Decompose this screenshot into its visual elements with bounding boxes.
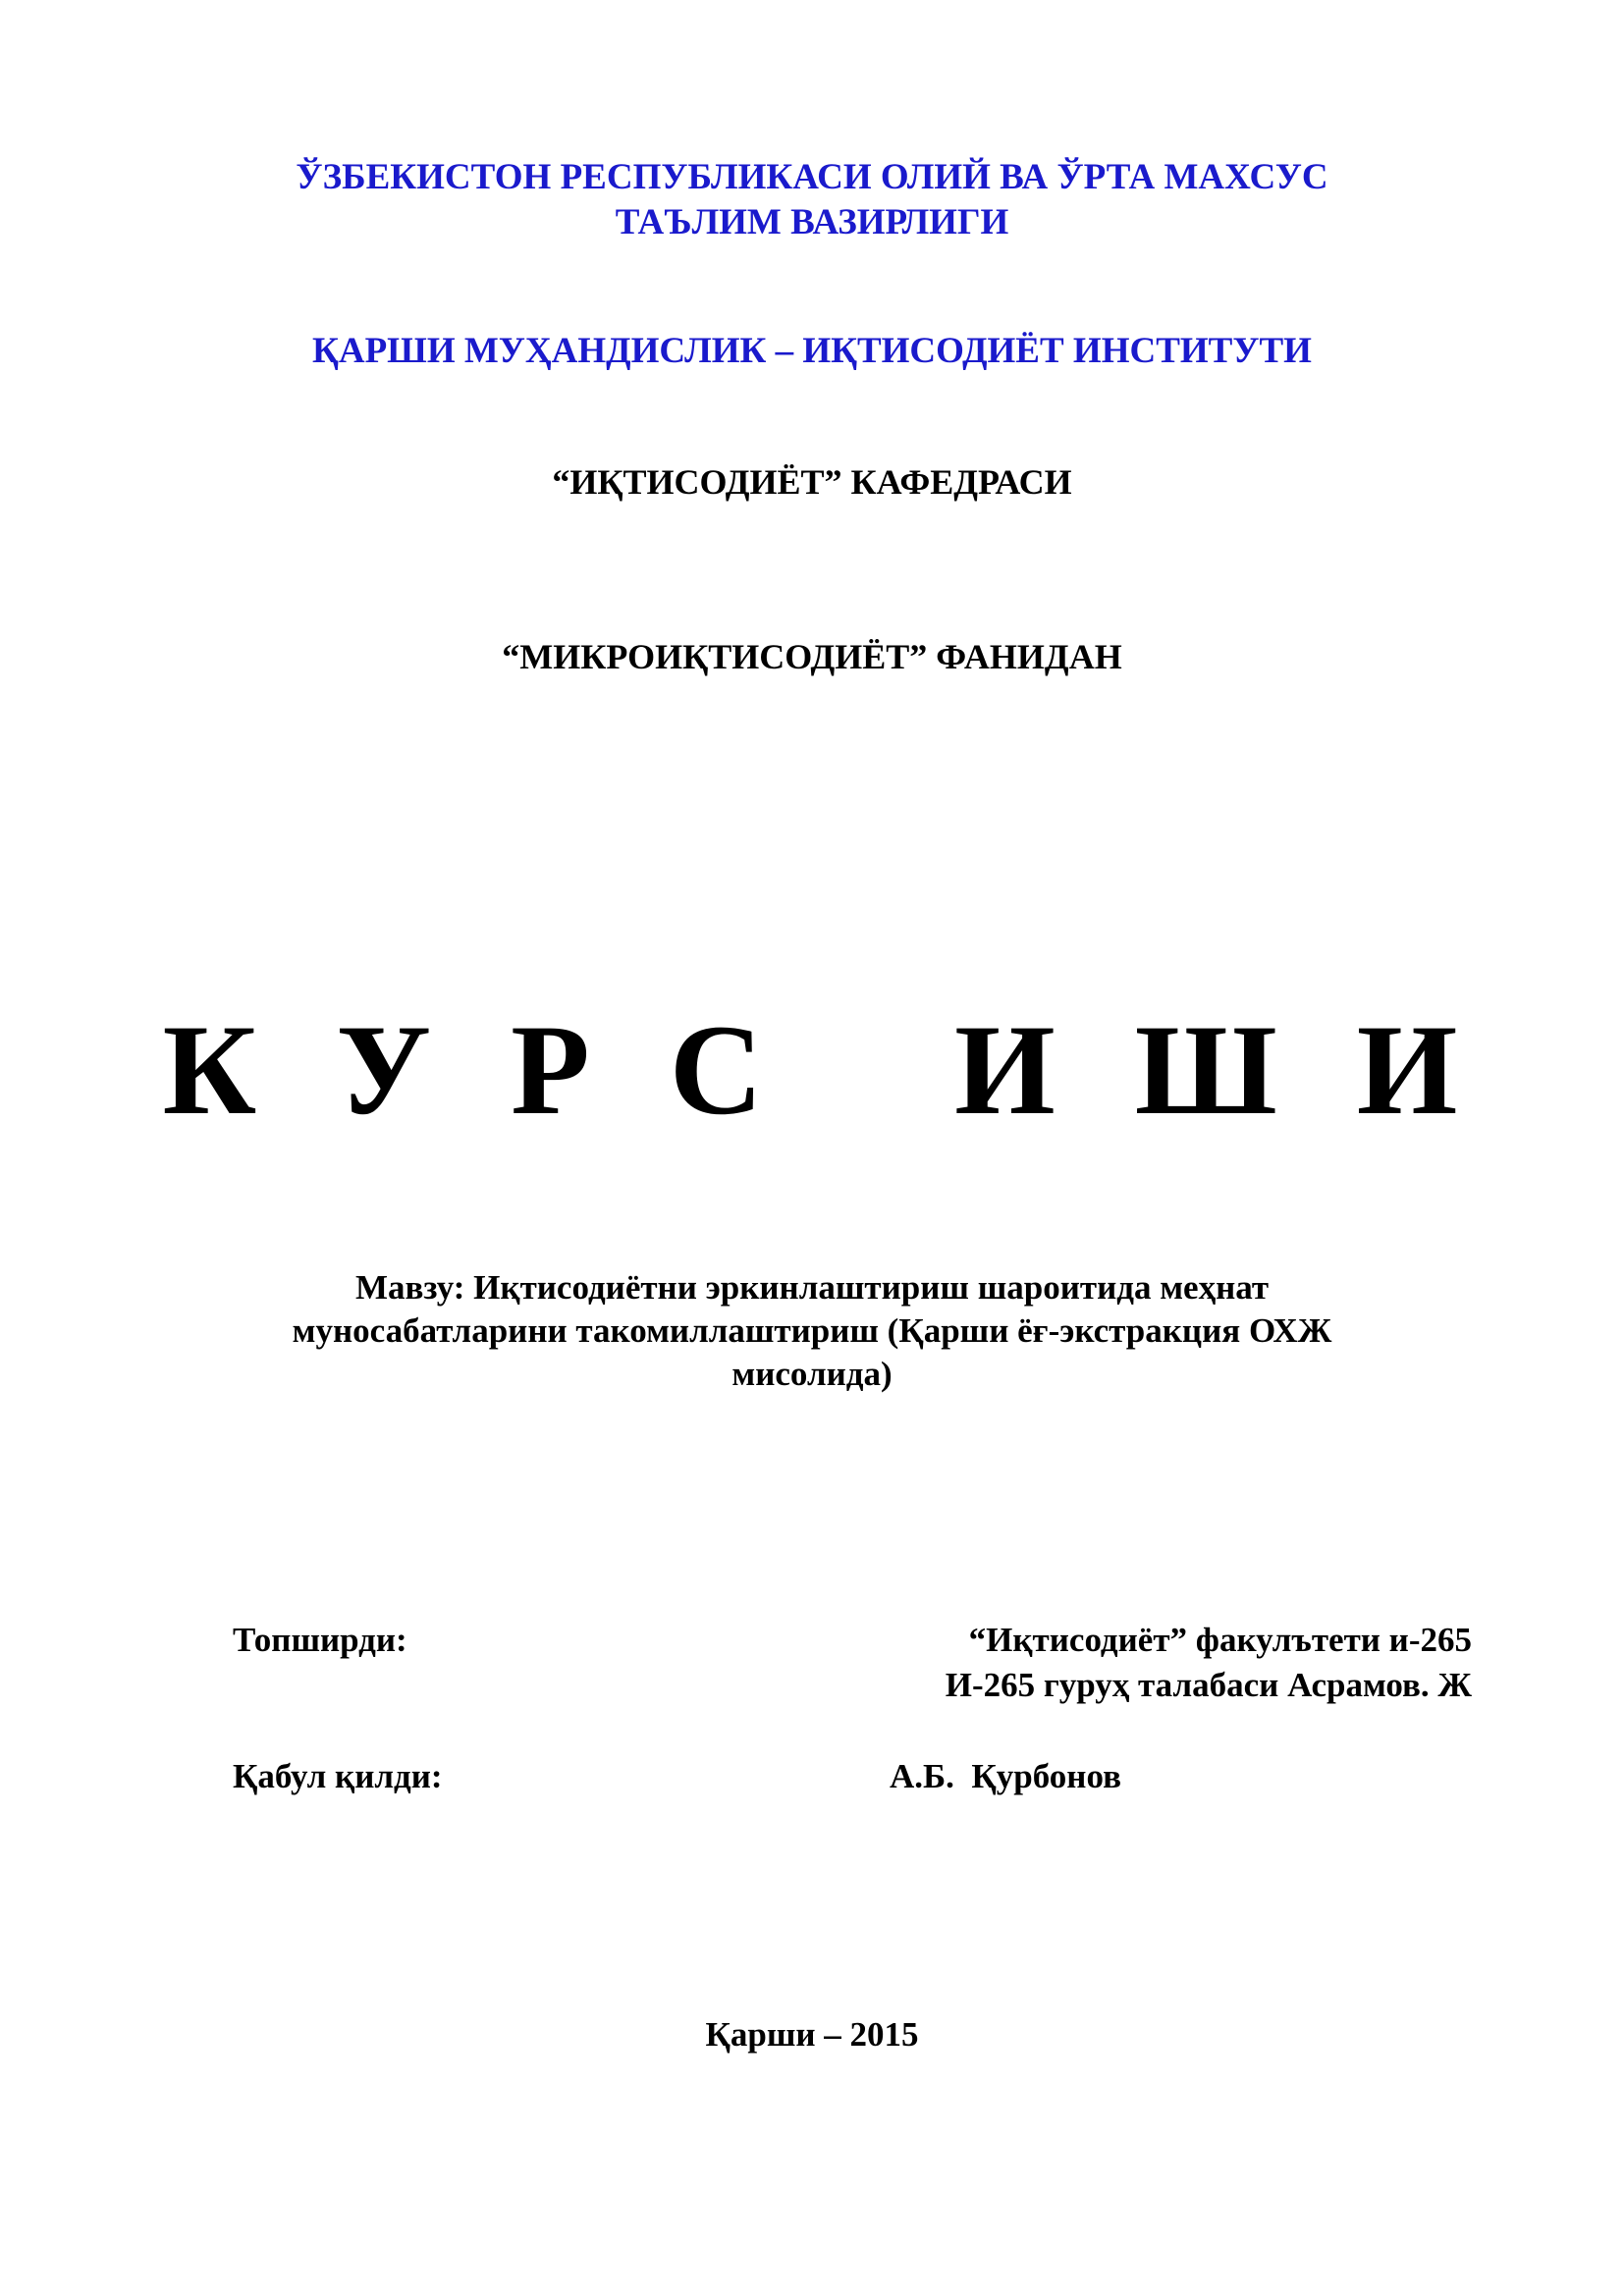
topic-line-2: муносабатларини такомиллаштириш (Қарши ёғ-экстракция ОХЖ — [292, 1311, 1332, 1350]
submitted-by — [946, 1618, 1472, 1708]
submitted-label: Топширди: — [233, 1621, 407, 1659]
accepted-label: Қабул қилди: — [233, 1757, 443, 1795]
submitted-by-line-2: И-265 гуруҳ талабаси Асрамов. Ж — [945, 1666, 1472, 1704]
ministry-title-line-1: ЎЗБЕКИСТОН РЕСПУБЛИКАСИ ОЛИЙ ВА ЎРТА МАХСУС — [296, 157, 1328, 197]
topic-line-3: мисолида) — [731, 1355, 893, 1393]
subject-title: “МИКРОИҚТИСОДИЁТ” ФАНИДАН — [502, 637, 1122, 676]
department-title: “ИҚТИСОДИЁТ” КАФЕДРАСИ — [552, 462, 1072, 502]
institute-title: ҚАРШИ МУҲАНДИСЛИК – ИҚТИСОДИЁТ ИНСТИТУТИ — [312, 331, 1312, 371]
accepted-by: А.Б. Қурбонов — [890, 1757, 1121, 1795]
ministry-title-line-2: ТАЪЛИМ ВАЗИРЛИГИ — [615, 202, 1009, 242]
ministry-title — [0, 155, 1624, 245]
city-year: Қарши – 2015 — [705, 2015, 919, 2054]
topic-block — [0, 1266, 1624, 1396]
topic-line-1: Мавзу: Иқтисодиётни эркинлаштириш шароитида меҳнат — [354, 1268, 1270, 1307]
document-type-heading — [10, 991, 1624, 1148]
document-type-text: К У Р С И Ш И — [162, 997, 1482, 1142]
submitted-by-line-1: “Иқтисодиёт” факулътети и-265 — [968, 1621, 1472, 1659]
